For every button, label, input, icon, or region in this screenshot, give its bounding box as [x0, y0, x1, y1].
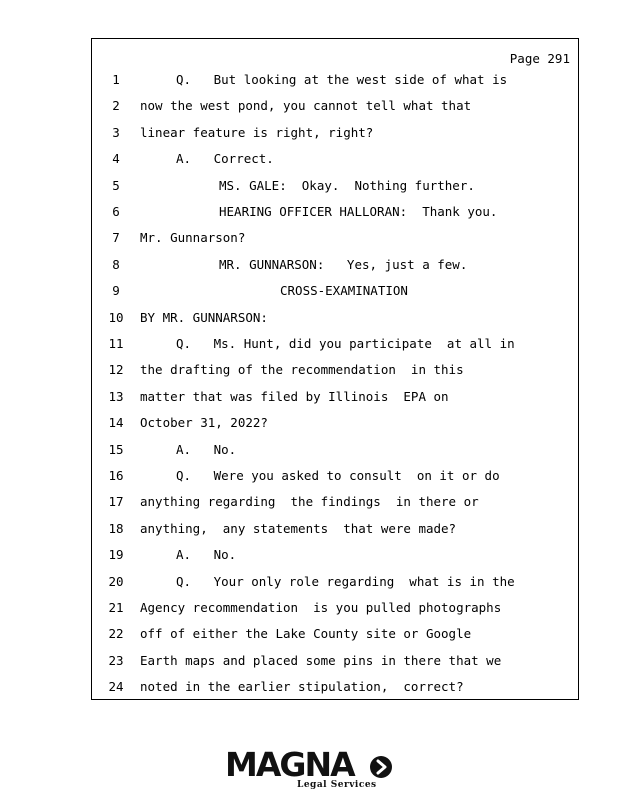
line-text: Q. Your only role regarding what is in the: [176, 573, 515, 589]
line-number: 16: [108, 468, 124, 483]
line-number: 22: [108, 626, 124, 642]
line-text: anything regarding the findings in there or: [140, 494, 479, 510]
line-number: 13: [108, 388, 124, 404]
transcript-line: [92, 547, 580, 573]
line-number: 1: [112, 72, 120, 87]
transcript-line: [92, 574, 580, 600]
line-text: noted in the earlier stipulation, correct?: [140, 679, 464, 695]
transcript-line: [92, 151, 580, 177]
transcript-line: [92, 389, 580, 415]
line-text: matter that was filed by Illinois EPA on: [140, 388, 449, 404]
transcript-page: [91, 38, 579, 700]
transcript-line: [92, 336, 580, 362]
line-number: 6: [112, 204, 120, 219]
line-text: CROSS-EXAMINATION: [280, 283, 408, 299]
transcript-line: [92, 653, 580, 679]
line-text: A. No.: [176, 547, 237, 563]
line-text: October 31, 2022?: [140, 415, 268, 431]
transcript-line: [92, 230, 580, 256]
line-text: Q. But looking at the west side of what is: [176, 72, 508, 87]
line-text: the drafting of the recommendation in this: [140, 362, 464, 378]
transcript-line: [92, 600, 580, 626]
transcript-line: [92, 468, 580, 494]
logo-subtitle: Legal Services: [297, 780, 377, 790]
transcript-line: [92, 362, 580, 388]
transcript-line: [92, 125, 580, 151]
line-number: 3: [112, 124, 120, 140]
line-text: A. Correct.: [176, 151, 274, 167]
chevron-right-icon: [370, 756, 392, 778]
line-number: 2: [112, 98, 120, 114]
line-text: Earth maps and placed some pins in there that we: [140, 652, 502, 668]
line-number: 7: [112, 230, 120, 246]
line-text: Q. Ms. Hunt, did you participate at all in: [176, 336, 515, 351]
page-number: Page 291: [509, 51, 570, 66]
line-number: 12: [108, 362, 124, 378]
line-text: off of either the Lake County site or Google: [140, 626, 472, 642]
magna-logo: [225, 746, 395, 792]
line-number: 4: [112, 151, 120, 167]
line-number: 20: [108, 573, 124, 589]
line-text: Q. Were you asked to consult on it or do: [176, 468, 500, 483]
line-number: 23: [108, 652, 124, 668]
line-number: 24: [108, 679, 124, 695]
line-text: HEARING OFFICER HALLORAN: Thank you.: [219, 204, 498, 219]
line-text: linear feature is right, right?: [140, 124, 374, 140]
transcript-line: [92, 178, 580, 204]
line-number: 9: [112, 283, 120, 299]
transcript-line: [92, 283, 580, 309]
line-text: MS. GALE: Okay. Nothing further.: [219, 177, 475, 193]
logo-wordmark: MAGNA: [225, 745, 354, 784]
line-number: 8: [112, 256, 120, 272]
line-text: Mr. Gunnarson?: [140, 230, 246, 246]
line-text: MR. GUNNARSON: Yes, just a few.: [219, 256, 468, 272]
line-number: 15: [108, 441, 124, 457]
transcript-line: [92, 442, 580, 468]
line-text: A. No.: [176, 441, 237, 457]
transcript-line: [92, 310, 580, 336]
line-number: 14: [108, 415, 124, 431]
transcript-line: [92, 521, 580, 547]
line-text: now the west pond, you cannot tell what that: [140, 98, 472, 114]
line-text: Agency recommendation is you pulled photographs: [140, 600, 502, 615]
line-number: 18: [108, 520, 124, 536]
line-number: 5: [112, 177, 120, 193]
transcript-line: [92, 415, 580, 441]
line-text: anything, any statements that were made?: [140, 520, 457, 536]
transcript-line: [92, 494, 580, 520]
transcript-line: [92, 72, 580, 98]
transcript-line: [92, 98, 580, 124]
line-text: BY MR. GUNNARSON:: [140, 309, 268, 325]
line-number: 10: [108, 309, 124, 325]
line-number: 17: [108, 494, 124, 510]
transcript-line: [92, 679, 580, 705]
transcript-line: [92, 626, 580, 652]
line-number: 19: [108, 547, 124, 563]
transcript-line: [92, 204, 580, 230]
transcript-line: [92, 257, 580, 283]
line-number: 11: [108, 336, 124, 351]
line-number: 21: [108, 600, 124, 615]
